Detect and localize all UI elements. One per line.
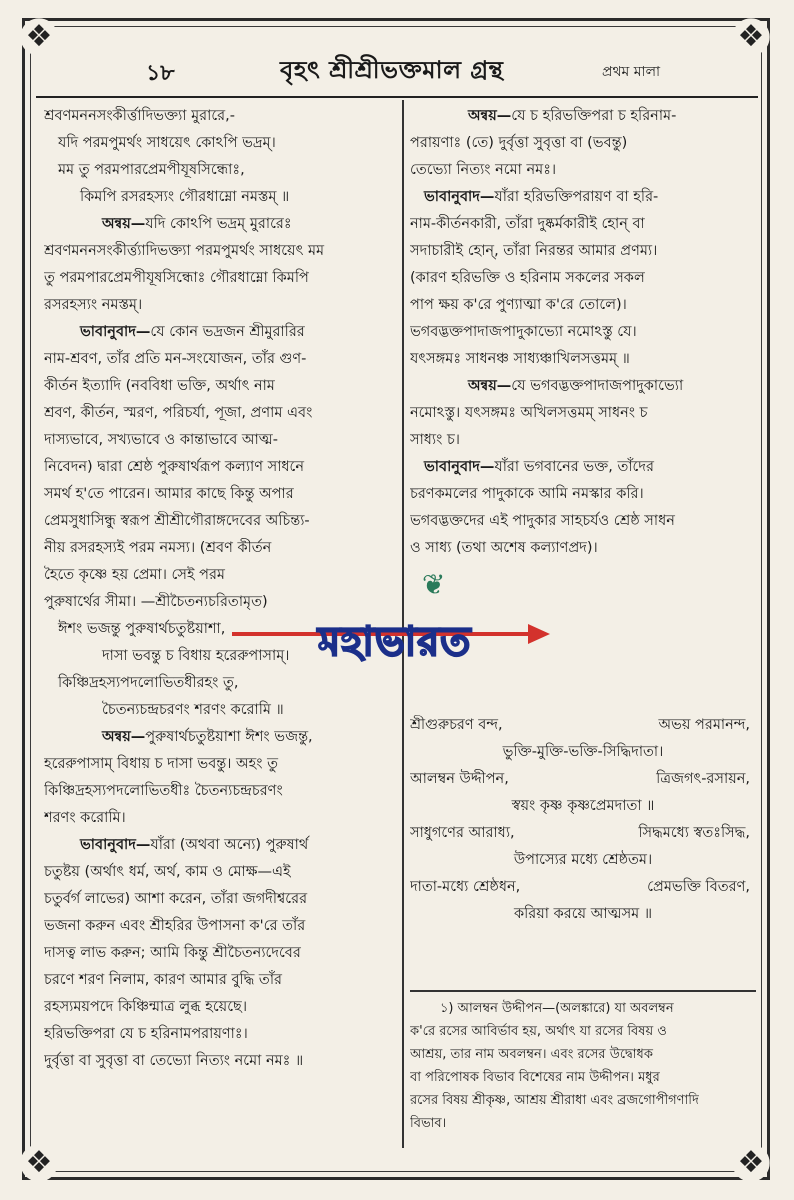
text-line: ও সাধ্য (তথা অশেষ কল্যাণপ্রদ)। [410,540,598,556]
text-line: ঈশং ভজন্তু পুরুষার্থচতুষ্টয়াশা, [58,621,226,637]
verse-line [410,767,756,792]
text-line: দাসত্ব লাভ করুন; আমি কিন্তু শ্রীচৈতন্যদেবের [44,945,301,961]
verse-line [410,821,756,846]
text-line: শরণং করোমি। [44,810,126,826]
text-line: ভাবানুবাদ—যাঁরা (অথবা অন্যে) পুরুষার্থ [80,837,309,853]
verse-line: স্বয়ং কৃষ্ণ কৃষ্ণপ্রেমদাতা ॥ [511,798,655,814]
verse-half: আলম্বন উদ্দীপন, [410,771,509,787]
footnote-line: ক'রে রসের আবির্ভাব হয়, অর্থাৎ যা রসের বিষয় ও [410,1024,667,1039]
text-line: যৎসঙ্গমঃ সাধনঞ্চ সাধ্যঞ্চাখিলসত্তমম্ ॥ [410,351,630,367]
peacock-feather-icon: ❦ [422,568,446,601]
text-line: তেভ্যো নিত্যং নমো নমঃ। [410,162,557,178]
footnote-line: রসের বিষয় শ্রীকৃষ্ণ, আশ্রয় শ্রীরাধা এবং ব্রজগোপীগণাদি [410,1093,699,1108]
series-label: প্রথম মালা [602,64,661,80]
footnote-line: বা পরিপোষক বিভাব বিশেষের নাম উদ্দীপন। মধুর [410,1070,660,1085]
text-line: প্রেমসুধাসিন্ধু স্বরূপ শ্রীশ্রীগৌরাঙ্গদেবের অচিন্ত্য- [44,513,310,529]
text-line: চতুষ্টয় (অর্থাৎ ধর্ম, অর্থ, কাম ও মোক্ষ—এই [44,864,291,880]
verse-half: অভয় পরমানন্দ, [658,717,750,733]
text-line: ভগবদ্ভক্তদের এই পাদুকার সাহচর্যও শ্রেষ্ঠ সাধন [410,513,675,529]
text-line: (কারণ হরিভক্তি ও হরিনাম সকলের সকল [410,270,645,286]
guru-verse [410,713,756,927]
text-line: রহস্যময়পদে কিঞ্চিন্মাত্র লুব্ধ হয়েছে। [44,999,248,1015]
text-line: মম তু পরমপারপ্রেমপীযূষসিন্ধোঃ, [58,162,245,178]
verse-line: উপাস্যের মধ্যে শ্রেষ্ঠতম। [513,852,653,868]
verse-half: দাতা-মধ্যে শ্রেষ্ঠধন, [410,879,521,895]
text-line: নমোঽস্তু। যৎসঙ্গমঃ অখিলসত্তমম্ সাধনং চ [410,405,648,421]
verse-line: করিয়া করয়ে আত্মসম ॥ [513,906,653,922]
text-line: নিবেদন) দ্বারা শ্রেষ্ঠ পুরুষার্থরূপ কল্যাণ সাধনে [44,459,305,475]
verse-half: প্রেমভক্তি বিতরণ, [647,879,750,895]
text-line: অন্বয়—যদি কোঽপি ভদ্রম্ মুরারেঃ [102,216,292,232]
footnote-line: ১) আলম্বন উদ্দীপন—(অলঙ্কারে) যা অবলম্বন [440,1001,674,1016]
text-line: নাম-শ্রবণ, তাঁর প্রতি মন-সংযোজন, তাঁর গুণ- [44,351,307,367]
verse-line: ভুক্তি-মুক্তি-ভক্তি-সিদ্ধিদাতা। [502,744,664,760]
text-line: ভগবদ্ভক্তপাদাজপাদুকাভ্যো নমোঽস্তু যে। [410,324,637,340]
text-line: কিঞ্চিদ্রহস্যপদলোভিতধীঃ চৈতন্যচন্দ্রচরণং [44,783,283,799]
text-line: শ্রবণমননসংকীর্ত্তাদিভক্ত্যা মুরারে,- [44,108,235,124]
verse-half: ত্রিজগৎ-রসায়ন, [656,771,750,787]
corner-ornament-icon: ❖ [10,8,68,66]
text-line: কিমপি রসরহস্যং গৌরধাম্নো নমস্তম্ ॥ [80,189,290,205]
text-line: ভাবানুবাদ—যাঁরা ভগবানের ভক্ত, তাঁদের [424,459,654,475]
corner-ornament-icon: ❖ [10,1134,68,1192]
text-line: সদাচারীই হোন্, তাঁরা নিরন্তর আমার প্রণম্য। [410,243,658,259]
text-line: কীর্তন ইত্যাদি (নববিধা ভক্তি, অর্থাৎ নাম [44,378,275,394]
text-line: নাম-কীর্তনকারী, তাঁরা দুষ্কর্মকারীই হোন্ বা [410,216,645,232]
text-line: রসরহস্যং নমস্তম্। [44,297,143,313]
text-line: তু পরমপারপ্রেমপীযূষসিন্ধোঃ গৌরধাম্নো কিমপি [44,270,309,286]
text-line: দাসা ভবন্তু চ বিধায় হরেরুপাসাম্। [102,648,290,664]
right-column-text [410,104,756,561]
text-line: হরেরুপাসাম্ বিধায় চ দাসা ভবন্তু। অহং তু [44,756,278,772]
text-line: শ্রবণমননসংকীর্ত্ত্যাদিভক্ত্যা পরমপুমর্থং সাধয়েৎ মম [44,243,325,259]
text-line: চরণকমলের পাদুকাকে আমি নমস্কার করি। [410,486,644,502]
text-line: যদি পরমপুমর্থং সাধয়েৎ কোঽপি ভদ্রম্। [58,135,276,151]
text-line: পাপ ক্ষয় ক'রে পুণ্যাত্মা ক'রে তোলে)। [410,297,627,313]
corner-ornament-icon: ❖ [722,8,780,66]
watermark-logo [232,568,572,670]
book-title: বৃহৎ শ্রীশ্রীভক্তমাল গ্রন্থ [280,55,504,84]
text-line: নীয় রসরহস্যই পরম নমস্য। (শ্রবণ কীর্তন [44,540,272,556]
text-line: হৈতে কৃষ্ণে হয় প্রেমা। সেই পরম [44,567,225,583]
text-line: সমর্থ হ'তে পারেন। আমার কাছে কিন্তু অপার [44,486,294,502]
text-line: ভাবানুবাদ—যে কোন ভদ্রজন শ্রীমুরারির [80,324,305,340]
text-line: চৈতন্যচন্দ্রচরণং শরণং করোমি ॥ [102,702,284,718]
text-line: ভজনা করুন এবং শ্রীহরির উপাসনা ক'রে তাঁর [44,918,306,934]
text-line: অন্বয়—যে ভগবদ্ভক্তপাদাজপাদুকাভ্যো [468,378,684,394]
verse-half: সাধুগণের আরাধ্য, [410,825,515,841]
page-number: ১৮ [146,61,175,86]
verse-line [410,713,756,738]
verse-half: সিদ্ধমধ্যে স্বতঃসিদ্ধ, [638,825,750,841]
footnote-line: আশ্রয়, তার নাম অবলম্বন। এবং রসের উদ্বোধক [410,1047,653,1062]
text-line: চতুর্বর্গ লাভের) আশা করেন, তাঁরা জগদীশ্বরের [44,891,308,907]
text-line: চরণে শরণ নিলাম, কারণ আমার বুদ্ধি তাঁর [44,972,282,988]
text-line: পুরুষার্থের সীমা। —শ্রীচৈতন্যচরিতামৃত) [44,594,268,610]
watermark-arrow-head [528,624,550,644]
verse-half: শ্রীগুরুচরণ বন্দ, [410,717,503,733]
corner-ornament-icon: ❖ [722,1134,780,1192]
text-line: হরিভক্তিপরা যে চ হরিনামপরায়ণাঃ। [44,1026,248,1042]
text-line: কিঞ্চিদ্রহস্যপদলোভিতধীরহং তু, [58,675,239,691]
watermark-text: মহাভারত [318,618,472,665]
text-line: পরায়ণাঃ (তে) দুর্বৃত্তা সুবৃত্তা বা (ভবন্তু) [410,135,628,151]
text-line: সাধ্যং চ। [410,432,460,448]
footnote [410,990,756,1140]
page-header [70,44,730,94]
text-line: অন্বয়—যে চ হরিভক্তিপরা চ হরিনাম- [468,108,677,124]
text-line: ভাবানুবাদ—যাঁরা হরিভক্তিপরায়ণ বা হরি- [424,189,659,205]
header-divider [36,96,758,98]
text-line: দুর্বৃত্তা বা সুবৃত্তা বা তেভ্যো নিত্যং নমো নমঃ ॥ [44,1053,304,1069]
verse-line [410,875,756,900]
footnote-line: বিভাব। [410,1116,447,1131]
text-line: দাস্যভাবে, সখ্যভাবে ও কান্তাভাবে আত্ম- [44,432,279,448]
text-line: শ্রবণ, কীর্তন, স্মরণ, পরিচর্যা, পূজা, প্রণাম এবং [44,405,313,421]
text-line: অন্বয়—পুরুষার্থচতুষ্টয়াশা ঈশং ভজন্তু, [102,729,313,745]
